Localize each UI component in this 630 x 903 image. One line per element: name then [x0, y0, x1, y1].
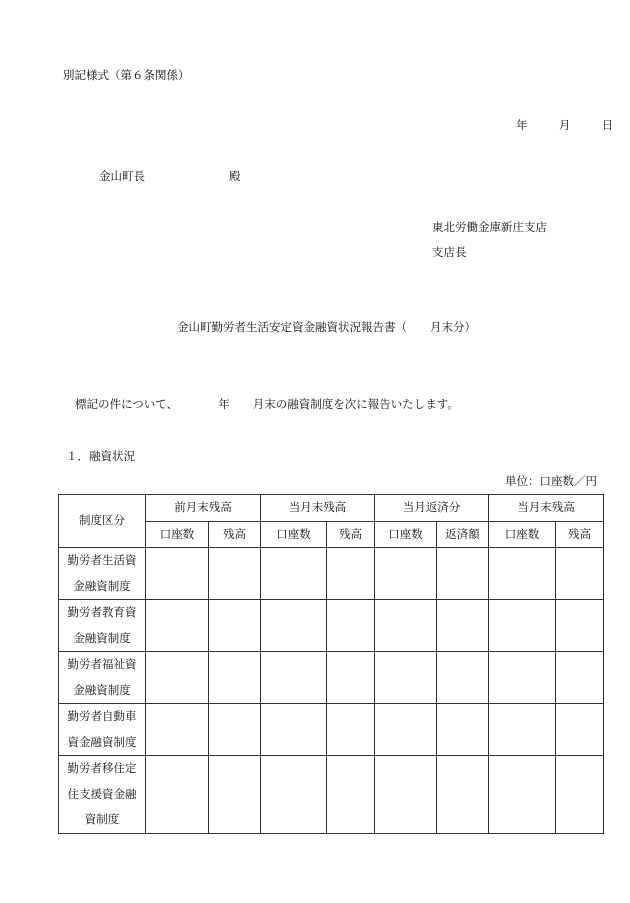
data-cell[interactable] [437, 652, 489, 704]
data-cell[interactable] [209, 756, 261, 834]
group-header: 当月末残高 [261, 495, 375, 522]
category-line: 金融資制度 [73, 682, 131, 697]
data-cell[interactable] [556, 756, 604, 834]
table-row [59, 652, 604, 704]
data-cell[interactable] [146, 704, 209, 756]
category-cell [59, 704, 146, 756]
data-cell[interactable] [146, 600, 209, 652]
data-cell[interactable] [489, 652, 556, 704]
loan-status-table [58, 494, 604, 834]
data-cell[interactable] [209, 600, 261, 652]
data-cell[interactable] [556, 652, 604, 704]
category-cell [59, 652, 146, 704]
data-cell[interactable] [261, 652, 327, 704]
data-cell[interactable] [489, 704, 556, 756]
date-line [516, 120, 613, 132]
group-header: 当月返済分 [375, 495, 489, 522]
subheader-accounts: 口座数 [375, 521, 437, 548]
addressee: 金山町長 [99, 169, 145, 183]
data-cell[interactable] [556, 704, 604, 756]
body-text: 標記の件について、 年 月末の融資制度を次に報告いたします。 [75, 397, 459, 411]
subheader-balance: 残高 [209, 521, 261, 548]
table-row [59, 548, 604, 600]
category-line: 資制度 [84, 812, 120, 826]
group-header: 前月末残高 [146, 495, 261, 522]
sender-title: 支店長 [432, 245, 467, 259]
data-cell[interactable] [375, 652, 437, 704]
data-cell[interactable] [375, 756, 437, 834]
data-cell[interactable] [437, 756, 489, 834]
category-line: 住支援資金融 [67, 786, 137, 801]
data-cell[interactable] [489, 756, 556, 834]
data-cell[interactable] [209, 652, 261, 704]
data-cell[interactable] [261, 600, 327, 652]
data-cell[interactable] [556, 600, 604, 652]
category-line: 勤労者福祉資 [67, 657, 137, 671]
category-header: 制度区分 [59, 495, 146, 548]
data-cell[interactable] [489, 600, 556, 652]
data-cell[interactable] [375, 600, 437, 652]
data-cell[interactable] [261, 756, 327, 834]
data-cell[interactable] [489, 548, 556, 600]
section-heading: １．融資状況 [66, 449, 135, 463]
unit-label: 単位：口座数／円 [505, 474, 597, 488]
data-cell[interactable] [146, 548, 209, 600]
form-number-label: 別記様式（第６条関係） [63, 68, 190, 82]
subheader-balance: 残高 [556, 521, 604, 548]
category-cell [59, 600, 146, 652]
date-year-label: 年 [516, 118, 528, 132]
data-cell[interactable] [261, 704, 327, 756]
data-cell[interactable] [327, 756, 375, 834]
group-header: 当月末残高 [489, 495, 604, 522]
category-line: 勤労者移住定 [67, 761, 137, 775]
subheader-accounts: 口座数 [261, 521, 327, 548]
data-cell[interactable] [437, 704, 489, 756]
subheader-repayment: 返済額 [437, 521, 489, 548]
category-line: 勤労者教育資 [67, 605, 137, 619]
table-row [59, 600, 604, 652]
data-cell[interactable] [146, 652, 209, 704]
category-line: 勤労者生活資 [67, 553, 137, 567]
data-cell[interactable] [327, 652, 375, 704]
subheader-accounts: 口座数 [146, 521, 209, 548]
subheader-balance: 残高 [327, 521, 375, 548]
category-line: 金融資制度 [73, 578, 131, 593]
data-cell[interactable] [437, 600, 489, 652]
honorific: 殿 [229, 169, 241, 183]
category-line: 資金融資制度 [67, 734, 137, 749]
date-day-label: 日 [601, 118, 614, 132]
date-month-label: 月 [558, 118, 571, 132]
data-cell[interactable] [146, 756, 209, 834]
category-cell [59, 548, 146, 600]
subheader-accounts: 口座数 [489, 521, 556, 548]
category-line: 勤労者自動車 [67, 709, 137, 723]
data-cell[interactable] [437, 548, 489, 600]
data-cell[interactable] [375, 548, 437, 600]
data-cell[interactable] [209, 704, 261, 756]
data-cell[interactable] [375, 704, 437, 756]
table-row [59, 756, 604, 834]
data-cell[interactable] [209, 548, 261, 600]
data-cell[interactable] [327, 548, 375, 600]
category-cell [59, 756, 146, 834]
data-cell[interactable] [556, 548, 604, 600]
table-row [59, 704, 604, 756]
data-cell[interactable] [327, 600, 375, 652]
data-cell[interactable] [327, 704, 375, 756]
sender-bank-name: 東北労働金庫新庄支店 [432, 220, 547, 234]
data-cell[interactable] [261, 548, 327, 600]
report-title: 金山町勤労者生活安定資金融資状況報告書（ 月末分） [177, 320, 476, 334]
category-line: 金融資制度 [73, 630, 131, 645]
